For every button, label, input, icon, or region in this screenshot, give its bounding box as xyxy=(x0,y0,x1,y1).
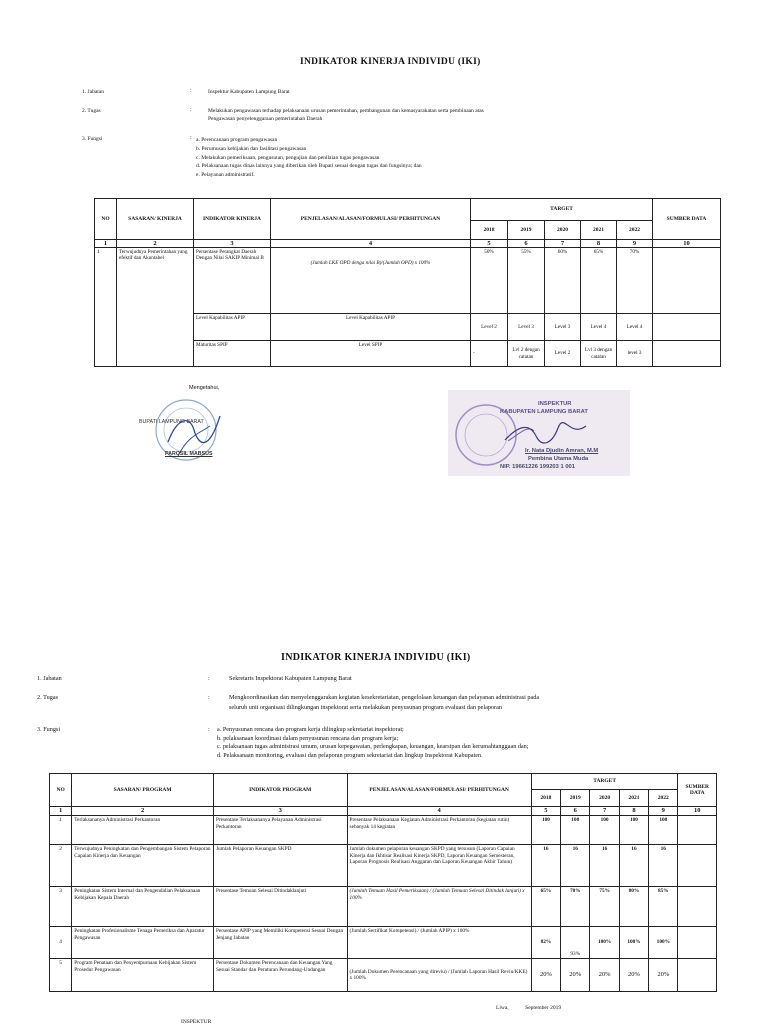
target-cell: 80% xyxy=(619,887,648,927)
row-indikator: Persentase Perangkat Daerah Dengan Nilai SAKIP Minimal B xyxy=(194,248,271,314)
target-cell: 100 xyxy=(590,816,619,845)
colon: : xyxy=(190,135,192,141)
target-cell: 20% xyxy=(619,959,648,992)
header-year: 2019 xyxy=(561,790,590,807)
target-cell: - xyxy=(471,341,508,367)
sumber-cell xyxy=(653,248,721,314)
row-indikator: Persentase Dokumen Perencanaan dan Keuangan Yang Sesuai Standar dan Peraturan Perundang-Undangan xyxy=(213,959,347,992)
table-row xyxy=(50,927,717,959)
doc2-fungsi-item: a. Penyusunan rencana dan program kerja dilingkup sekretariat inspektorat; xyxy=(217,726,404,733)
doc1-tugas-label: 2. Tugas xyxy=(82,108,101,114)
header-year: 2020 xyxy=(590,790,619,807)
target-cell: 65% xyxy=(581,248,617,314)
mengetahui-text: Mengetahui, xyxy=(189,385,220,391)
target-cell: 16 xyxy=(590,845,619,887)
column-number: 1 xyxy=(50,807,72,816)
target-cell: 55% xyxy=(508,248,545,314)
row-penjelasan: Level Kapabilitas APIP xyxy=(271,314,471,341)
doc1-fungsi-item: a. Perencanaan program pengawasan xyxy=(196,137,278,143)
column-number: 3 xyxy=(194,240,271,248)
row-penjelasan: Jumlah dokumen pelaporan keuangan SKPD yang tersusun (Laporan Capaian Kinerja dan Ikhtisar Realisasi Kinerja SKPD, Laporan Keuangan Semesteran, Laporan Prognosis Realisasi Anggaran dan Laporan Keuangan Akhir Tahun) xyxy=(347,845,531,887)
inspektur-nip: NIP. 19661226 199203 1 001 xyxy=(500,464,575,470)
target-cell: Level 2 xyxy=(471,314,508,341)
column-number: 9 xyxy=(617,240,653,248)
row-indikator: Jumlah Pelaporan Keuangan SKPD xyxy=(213,845,347,887)
doc1-jabatan-label: 1. Jabatan xyxy=(82,89,104,95)
target-cell: 16 xyxy=(561,845,590,887)
column-number: 10 xyxy=(678,807,717,816)
sumber-cell xyxy=(678,816,717,845)
doc2-title: INDIKATOR KINERJA INDIVIDU (IKI) xyxy=(281,652,471,663)
target-cell: 20% xyxy=(649,959,678,992)
target-cell: Level 3 xyxy=(545,314,581,341)
doc2-fungsi-list xyxy=(217,726,529,760)
colon: : xyxy=(190,88,192,94)
column-number: 5 xyxy=(471,240,508,248)
target-cell: Level 2 xyxy=(545,341,581,367)
row-indikator: Presentase Temuan Selesai Ditindaklanjuti xyxy=(213,887,347,927)
row-penjelasan: (Jumlah Temuan Hasil Pemeriksaan) / (Jumlah Temuan Selesai Ditindak lanjuti) x 100% xyxy=(347,887,531,927)
inspektur-rank: Pembina Utama Muda xyxy=(528,456,589,462)
row-sasaran: Peningkatan Sistem Internal dan Pengendalian Pelaksanaan Kebijakan Kepala Daerah xyxy=(72,887,214,927)
doc2-fungsi-item: c. pelaksanaan tugas administrasi umum, urusan kepegawaian, perlengkapan, keuangan, kearsipan dan kerumahtanggaan dan; xyxy=(217,743,529,751)
doc1-fungsi-list xyxy=(196,136,422,180)
row-no: 1 xyxy=(95,248,117,367)
inspektur-kabupaten: KABUPATEN LAMPUNG BARAT xyxy=(500,409,588,415)
row-no: 4 xyxy=(50,927,72,959)
table-row xyxy=(50,887,717,927)
header-sumber: SUMBER DATA xyxy=(678,774,717,807)
doc1-iki-table xyxy=(94,198,721,367)
row-no: 2 xyxy=(50,845,72,887)
row-sasaran: Terwujudnya Pemerintahan yang efektif dan Akuntabel xyxy=(117,248,194,367)
target-cell: 20% xyxy=(531,959,560,992)
header-target: TARGET xyxy=(471,199,653,221)
inspektur-title: INSPEKTUR xyxy=(538,401,572,407)
table-row xyxy=(50,845,717,887)
target-cell: 100 xyxy=(531,816,560,845)
target-cell: 16 xyxy=(619,845,648,887)
doc2-tugas-value-2: seluruh unit organisasi dilingkungan inspektorat serta melakukan penyusunan program evaluasi dan pelaporan xyxy=(229,704,502,711)
sumber-cell xyxy=(653,341,721,367)
inspektur-footer: INSPEKTUR xyxy=(181,1019,212,1025)
row-penjelasan: Level SPIP xyxy=(271,341,471,367)
target-cell: 93% xyxy=(561,927,590,959)
header-year: 2018 xyxy=(531,790,560,807)
target-cell: Lvl 2 dengan catatan xyxy=(508,341,545,367)
sumber-cell xyxy=(653,314,721,341)
bupati-title: BUPATI LAMPUNG BARAT xyxy=(139,419,204,425)
row-indikator: Presentase Terlaksananya Pelayanan Administrasi Perkantoran xyxy=(213,816,347,845)
header-sasaran: SASARAN/ KINERJA xyxy=(117,199,194,240)
header-year: 2020 xyxy=(545,221,581,240)
column-number: 2 xyxy=(117,240,194,248)
bupati-name: PAROSIL MABSUS xyxy=(165,451,213,457)
target-cell: 20% xyxy=(590,959,619,992)
target-cell: 20% xyxy=(561,959,590,992)
target-cell: 16 xyxy=(531,845,560,887)
colon: : xyxy=(208,726,210,733)
doc1-jabatan-value: Inspektur Kabupaten Lampung Barat xyxy=(208,89,290,95)
header-sasaran: SASARAN/ PROGRAM xyxy=(72,774,214,807)
header-indikator: INDIKATOR KINERJA xyxy=(194,199,271,240)
header-penjelasan: PENJELASAN/ALASAN/FORMULASI/ PERHITUNGAN xyxy=(271,199,471,240)
column-number: 6 xyxy=(561,807,590,816)
doc2-tugas-value-1: Mengkoordinasikan dan menyelenggarakan kegiatan kesekretariatan, pengelolaan keuangan dan pelayanan administrasi pada xyxy=(229,694,540,701)
doc2-tugas-label: 2. Tugas xyxy=(37,694,58,701)
row-indikator: Maturitas SPIP xyxy=(194,341,271,367)
header-year: 2018 xyxy=(471,221,508,240)
target-cell: 100% xyxy=(649,927,678,959)
column-number: 5 xyxy=(531,807,560,816)
header-no: NO xyxy=(95,199,117,240)
column-number: 2 xyxy=(72,807,214,816)
header-year: 2019 xyxy=(508,221,545,240)
column-number: 8 xyxy=(619,807,648,816)
sumber-cell xyxy=(678,887,717,927)
column-number: 3 xyxy=(213,807,347,816)
inspektur-name: Ir. Nata Djudin Amran, M.M xyxy=(525,448,599,454)
row-indikator: Level Kapabilitas APIP xyxy=(194,314,271,341)
target-cell: level 3 xyxy=(617,341,653,367)
colon: : xyxy=(208,675,210,682)
sumber-cell xyxy=(678,927,717,959)
target-cell: Level 3 xyxy=(508,314,545,341)
doc1-fungsi-item: c. Melakukan pemeriksaan, pengusutan, pengujian dan penilaian tugas pengawasan xyxy=(196,154,380,161)
row-sasaran: Terwujudnya Peningkatan dan Pengembangan Sistem Pelaporan Capaian Kinerja dan Keuangan xyxy=(72,845,214,887)
column-number: 7 xyxy=(590,807,619,816)
doc1-title: INDIKATOR KINERJA INDIVIDU (IKI) xyxy=(300,57,481,67)
place-date: Liwa, September 2019 xyxy=(496,1005,562,1011)
row-sasaran: Program Penataan dan Penyempurnaan Kebijakan Sistem Prosedur Pengawasan xyxy=(72,959,214,992)
row-penjelasan: (Jumlah Dokumen Perencanaan yang direviu) / (Jumlah Laporan Hasil Reviu/KKE) x 100% xyxy=(347,959,531,992)
target-cell: 100 xyxy=(619,816,648,845)
column-number: 10 xyxy=(653,240,721,248)
header-year: 2021 xyxy=(581,221,617,240)
target-cell: Lvl 3 dengan catatan xyxy=(581,341,617,367)
column-number: 4 xyxy=(271,240,471,248)
doc1-fungsi-item: b. Perumusan kebijakan dan fasilitasi pengawasan xyxy=(196,145,307,152)
doc2-fungsi-item: d. Pelaksanaan monitoring, evaluasi dan pelaporan program sekretariat dan lingkup Inspektorat Kabupaten. xyxy=(217,751,483,759)
column-number: 8 xyxy=(581,240,617,248)
target-cell: 70% xyxy=(617,248,653,314)
target-cell: 75% xyxy=(590,887,619,927)
doc1-fungsi-item: d. Pelaksanaan tugas dinas lainnya yang diberikan oleh Bupati sesuai dengan tugas dan fungsinya; dan xyxy=(196,163,422,170)
target-cell: 100 xyxy=(561,816,590,845)
sumber-cell xyxy=(678,959,717,992)
header-no: NO xyxy=(50,774,72,807)
target-cell: 82% xyxy=(531,927,560,959)
row-penjelasan: Presentase Pelaksanaan Kegiatan Administrasi Perkantoran (kegiatan rutin) sebanyak 14 kegiatan xyxy=(347,816,531,845)
doc1-fungsi-label: 3. Fungsi xyxy=(82,136,103,142)
header-penjelasan: PENJELASAN/ALASAN/FORMULASI/ PERHITUNGAN xyxy=(347,774,531,807)
column-number: 1 xyxy=(95,240,117,248)
inspektur-signature xyxy=(500,418,590,448)
row-penjelasan: (Jumlah LKE OPD denga nilai B)/(Jumlah OPD) x 100% xyxy=(271,248,471,314)
target-cell: Level 4 xyxy=(581,314,617,341)
row-no: 3 xyxy=(50,887,72,927)
column-number: 9 xyxy=(649,807,678,816)
column-number: 7 xyxy=(545,240,581,248)
target-cell: 100 xyxy=(649,816,678,845)
header-sumber: SUMBER DATA xyxy=(653,199,721,240)
column-number: 6 xyxy=(508,240,545,248)
target-cell: Level 4 xyxy=(617,314,653,341)
bupati-stamp-signature xyxy=(138,396,238,468)
target-cell: 65% xyxy=(531,887,560,927)
header-target: TARGET xyxy=(531,774,678,790)
sumber-cell xyxy=(678,845,717,887)
table-row xyxy=(50,959,717,992)
table-row xyxy=(50,816,717,845)
doc2-fungsi-label: 3. Fungsi xyxy=(37,726,61,733)
target-cell: 50% xyxy=(471,248,508,314)
target-cell: 100% xyxy=(619,927,648,959)
header-indikator: INDIKATOR PROGRAM xyxy=(213,774,347,807)
doc1-tugas-value-1: Melakukan pengawasan terhadap pelaksanaan urusan pemerintahan, pembangunan dan kemasyarakatan serta pembinaan atas xyxy=(208,108,484,114)
doc1-tugas-value-2: Pengawasan penyelenggaraan pemerintahan Daerah xyxy=(208,116,323,122)
doc2-jabatan-value: Sekretaris Inspektorat Kabupaten Lampung Barat xyxy=(229,675,352,682)
target-cell: 70% xyxy=(561,887,590,927)
header-year: 2022 xyxy=(649,790,678,807)
row-no: 1 xyxy=(50,816,72,845)
colon: : xyxy=(190,107,192,113)
column-number: 4 xyxy=(347,807,531,816)
target-cell: 100% xyxy=(590,927,619,959)
header-year: 2021 xyxy=(619,790,648,807)
target-cell: 16 xyxy=(649,845,678,887)
doc2-fungsi-item: b. pelaksanaan koordinasi dalam penyusunan rencana dan program kerja; xyxy=(217,734,399,742)
doc2-jabatan-label: 1. Jabatan xyxy=(37,675,62,682)
row-sasaran: Terlaksananya Administrasi Perkantoran xyxy=(72,816,214,845)
row-indikator: Persentase APIP yang Memiliki Kompetensi Sesuai Dengan Jenjang Jabatan xyxy=(213,927,347,959)
row-penjelasan: (Jumlah Sertifikat Kompetensi) / (Jumlah APIP) x 100% xyxy=(347,927,531,959)
doc1-fungsi-item: e. Pelayanan administratif. xyxy=(196,172,255,179)
target-cell: 60% xyxy=(545,248,581,314)
row-sasaran: Peningkatan Profesionalisme Tenaga Pemeriksa dan Aparatur Pengawasan xyxy=(72,927,214,959)
target-cell: 85% xyxy=(649,887,678,927)
colon: : xyxy=(208,694,210,701)
header-year: 2022 xyxy=(617,221,653,240)
row-no: 5 xyxy=(50,959,72,992)
doc2-iki-table xyxy=(49,773,717,992)
